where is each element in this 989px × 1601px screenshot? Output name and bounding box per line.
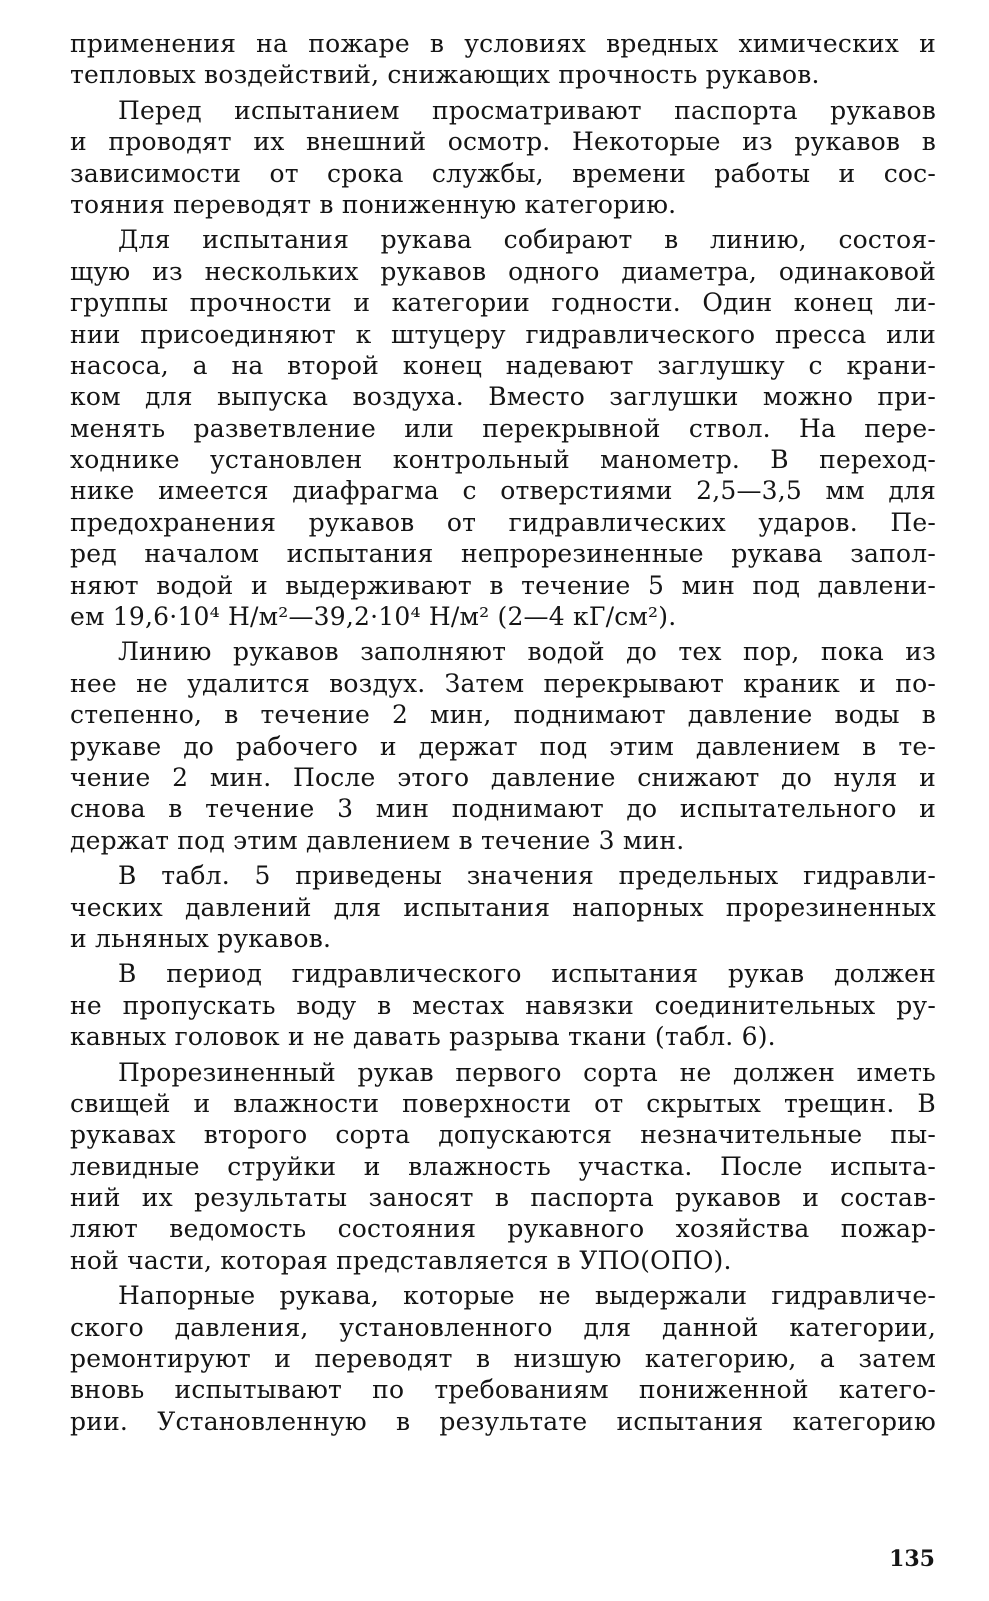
- text-line: Напорные рукава, которые не выдержали гидравличе-: [118, 1281, 936, 1311]
- text-line: Для испытания рукава собирают в линию, состоя-: [118, 225, 936, 255]
- text-line: ческих давлений для испытания напорных прорезиненных: [70, 892, 936, 922]
- text-line: нике имеется диафрагма с отверстиями 2,5—3,5 мм для: [70, 476, 936, 506]
- paragraph: [70, 636, 936, 856]
- text-line: Прорезиненный рукав первого сорта не должен иметь: [118, 1057, 936, 1087]
- text-line: тепловых воздействий, снижающих прочность рукавов.: [70, 60, 820, 90]
- text-line: рии. Установленную в результате испытания категорию: [70, 1406, 936, 1436]
- text-line: нии присоединяют к штуцеру гидравлического пресса или: [70, 319, 936, 349]
- text-line: В период гидравлического испытания рукав должен: [118, 959, 936, 989]
- text-line: Линию рукавов заполняют водой до тех пор, пока из: [118, 637, 936, 667]
- paragraph: [70, 28, 936, 91]
- text-line: В табл. 5 приведены значения предельных гидравли-: [118, 861, 936, 891]
- text-line: рукавах второго сорта допускаются незначительные пы-: [70, 1120, 936, 1150]
- paragraph: [70, 860, 936, 954]
- text-line: ной части, которая представляется в УПО(ОПО).: [70, 1245, 732, 1275]
- text-line: менять разветвление или перекрывной ствол. На пере-: [70, 413, 936, 443]
- text-line: насоса, а на второй конец надевают заглушку с крани-: [70, 350, 936, 380]
- text-line: ляют ведомость состояния рукавного хозяйства пожар-: [70, 1214, 936, 1244]
- text-line: щую из нескольких рукавов одного диаметра, одинаковой: [70, 256, 936, 286]
- text-line: ред началом испытания непрорезиненные рукава запол-: [70, 539, 936, 569]
- text-line: свищей и влажности поверхности от скрытых трещин. В: [70, 1088, 936, 1118]
- text-line: левидные струйки и влажность участка. После испыта-: [70, 1151, 936, 1181]
- text-line: зависимости от срока службы, времени работы и сос-: [70, 158, 936, 188]
- text-line: няют водой и выдерживают в течение 5 мин под давлени-: [70, 570, 936, 600]
- text-line: тояния переводят в пониженную категорию.: [70, 189, 677, 219]
- text-line: и проводят их внешний осмотр. Некоторые из рукавов в: [70, 127, 936, 157]
- text-line: ходнике установлен контрольный манометр. В переход-: [70, 445, 936, 475]
- text-line: и льняных рукавов.: [70, 923, 332, 953]
- text-line: степенно, в течение 2 мин, поднимают давление воды в: [70, 700, 936, 730]
- paragraph: [70, 224, 936, 632]
- text-line: чение 2 мин. После этого давление снижают до нуля и: [70, 762, 936, 792]
- text-line: ского давления, установленного для данной категории,: [70, 1312, 936, 1342]
- text-line: нее не удалится воздух. Затем перекрывают краник и по-: [70, 668, 936, 698]
- text-line: рукаве до рабочего и держат под этим давлением в те-: [70, 731, 936, 761]
- text-line: снова в течение 3 мин поднимают до испытательного и: [70, 794, 936, 824]
- paragraph: [70, 1280, 936, 1437]
- page-number: 135: [889, 1546, 935, 1572]
- text-line: держат под этим давлением в течение 3 мин.: [70, 825, 685, 855]
- text-line: вновь испытывают по требованиям пониженной катего-: [70, 1375, 936, 1405]
- text-line: ком для выпуска воздуха. Вместо заглушки можно при-: [70, 382, 936, 412]
- text-line: применения на пожаре в условиях вредных химических и: [70, 29, 936, 58]
- page-text-body: [70, 28, 936, 1437]
- paragraph: [70, 958, 936, 1052]
- text-line: ний их результаты заносят в паспорта рукавов и состав-: [70, 1183, 936, 1213]
- text-line: не пропускать воду в местах навязки соединительных ру-: [70, 990, 936, 1020]
- text-line: Перед испытанием просматривают паспорта рукавов: [118, 95, 936, 125]
- text-line: группы прочности и категории годности. Один конец ли-: [70, 288, 936, 318]
- text-line: ем 19,6·10⁴ Н/м²—39,2·10⁴ Н/м² (2—4 кГ/см²).: [70, 602, 677, 632]
- text-line: предохранения рукавов от гидравлических ударов. Пе-: [70, 507, 936, 537]
- paragraph: [70, 95, 936, 221]
- text-line: ремонтируют и переводят в низшую категорию, а затем: [70, 1344, 936, 1374]
- text-line: кавных головок и не давать разрыва ткани (табл. 6).: [70, 1022, 776, 1052]
- paragraph: [70, 1057, 936, 1277]
